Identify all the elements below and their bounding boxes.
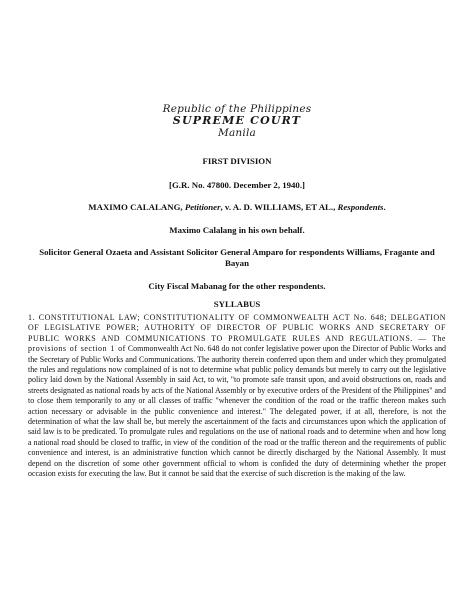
syllabus-lead: 1. CONSTITUTIONAL LAW; CONSTITUTIONALITY OF COMMONWEALTH ACT No. 648; DELEGATION OF LEGISLATIVE POWER; AUTHORITY OF DIRECTOR OF PUBLIC WORKS AND SECRETARY OF PUBLIC WORKS AND COMMUNICATIONS TO PROMULGATE RULES AND REGULATIONS. — The provisions of section 1 of [28,313,446,354]
appearance-city-fiscal: City Fiscal Mabanag for the other respondents. [148,281,326,291]
parties-end: . [383,202,386,212]
division-heading: FIRST DIVISION [202,156,272,166]
syllabus-text: Commonwealth Act No. 648 do not confer legislative power upon the Director of Public Works and the Secretary of Public Works and Communications. The authority therein conferred upon them and under which they promulgated the rules and regulations now complained of is not to determine what public policy demands but merely to carry out the legislative policy laid down by the National Assembly in said Act, to wit, "to promote safe transit upon, and avoid obstructions on, roads and streets designated as national roads by acts of the National Assembly or by executive orders of the President of the Philippines" and to close them temporarily to any or all classes of traffic "whenever the condition of the road or the traffic thereon makes such action necessary or advisable in the public convenience and interest." The delegated power, if at all, therefore, is not the determination of what the law shall be, but merely the ascertainment of the facts and circumstances upon which the application of said law is to be predicated. To promulgate rules and regulations on the use of national roads and to determine when and how long a national road should be closed to traffic, in view of the condition of the road or the traffic thereon and the requirements of public convenience and interest, is an administrative function which cannot be directly discharged by the National Assembly. It must depend on the discretion of some other government official to whom is confided the duty of determining whether the proper occasion exists for executing the law. But it cannot be said that the exercise of such discretion is the making of the law. [28,344,447,479]
respondent-role: Respondents [337,202,384,212]
syllabus-heading: SYLLABUS [213,299,261,309]
syllabus-paragraph [28,313,446,480]
case-parties [30,202,444,213]
masthead-republic: Republic of the Philippines [162,103,312,115]
court-masthead [0,103,474,139]
respondent-names: , v. A. D. WILLIAMS, ET AL., [220,202,338,212]
petitioner-role: Petitioner [184,202,221,212]
case-number: [G.R. No. 47800. December 2, 1940.] [169,180,305,190]
appearance-petitioner: Maximo Calalang in his own behalf. [169,225,305,235]
masthead-city: Manila [218,127,256,139]
appearance-solicitor-general: Solicitor General Ozaeta and Assistant Solicitor General Amparo for respondents Williams, Fragante and Bayan [39,247,435,268]
masthead-court: SUPREME COURT [172,114,302,127]
petitioner-name: MAXIMO CALALANG, [88,202,185,212]
